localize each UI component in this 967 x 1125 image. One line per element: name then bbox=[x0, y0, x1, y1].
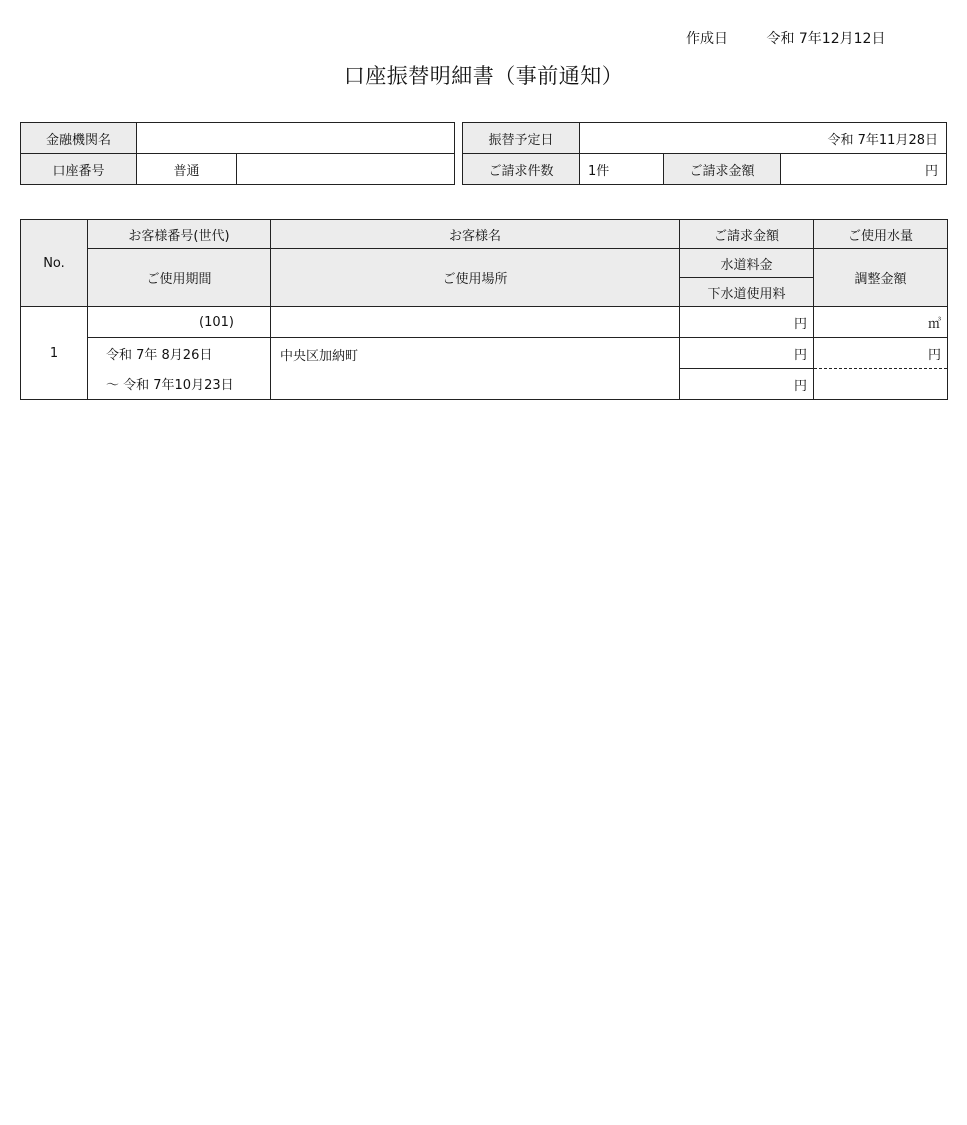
row-no: 1 bbox=[21, 307, 88, 400]
bank-name-value bbox=[137, 123, 455, 154]
row-period-end: ～ 令和 7年10月23日 bbox=[88, 369, 271, 400]
table-row bbox=[21, 307, 948, 338]
row-water-fee: 円 bbox=[680, 338, 814, 369]
col-header-water-fee: 水道料金 bbox=[680, 249, 814, 278]
row-adjustment: 円 bbox=[814, 338, 948, 369]
creation-date-label: 作成日 bbox=[686, 31, 728, 47]
account-type-value: 普通 bbox=[137, 154, 237, 185]
account-number-value bbox=[237, 154, 455, 185]
page-title: 口座振替明細書（事前通知） bbox=[343, 64, 624, 88]
request-count-label: ご請求件数 bbox=[463, 154, 580, 185]
row-adjustment-blank bbox=[814, 369, 948, 400]
account-number-label: 口座番号 bbox=[21, 154, 137, 185]
row-customer-number: (101) bbox=[88, 307, 271, 338]
bank-name-label: 金融機関名 bbox=[21, 123, 137, 154]
bank-info-table bbox=[20, 122, 455, 185]
col-header-billed-amount: ご請求金額 bbox=[680, 220, 814, 249]
row-period-start: 令和 7年 8月26日 bbox=[88, 338, 271, 369]
detail-table bbox=[20, 219, 948, 400]
row-customer-name bbox=[271, 307, 680, 338]
col-header-usage-location: ご使用場所 bbox=[271, 249, 680, 307]
col-header-water-usage: ご使用水量 bbox=[814, 220, 948, 249]
col-header-sewer-fee: 下水道使用料 bbox=[680, 278, 814, 307]
request-amount-value: 円 bbox=[781, 154, 947, 185]
row-sewer-fee: 円 bbox=[680, 369, 814, 400]
creation-date bbox=[686, 28, 885, 48]
transfer-info-table bbox=[462, 122, 947, 185]
col-header-customer-name: お客様名 bbox=[271, 220, 680, 249]
creation-date-value: 令和 7年12月12日 bbox=[766, 31, 886, 47]
transfer-date-value: 令和 7年11月28日 bbox=[580, 123, 947, 154]
request-amount-label: ご請求金額 bbox=[664, 154, 781, 185]
col-header-no: No. bbox=[21, 220, 88, 307]
request-count-value: 1件 bbox=[580, 154, 664, 185]
col-header-adjustment: 調整金額 bbox=[814, 249, 948, 307]
row-water-usage: ㎥ bbox=[814, 307, 948, 338]
col-header-customer-number: お客様番号(世代) bbox=[88, 220, 271, 249]
row-usage-location: 中央区加納町 bbox=[271, 338, 680, 400]
table-row bbox=[21, 338, 948, 369]
row-billed-amount: 円 bbox=[680, 307, 814, 338]
col-header-usage-period: ご使用期間 bbox=[88, 249, 271, 307]
transfer-date-label: 振替予定日 bbox=[463, 123, 580, 154]
